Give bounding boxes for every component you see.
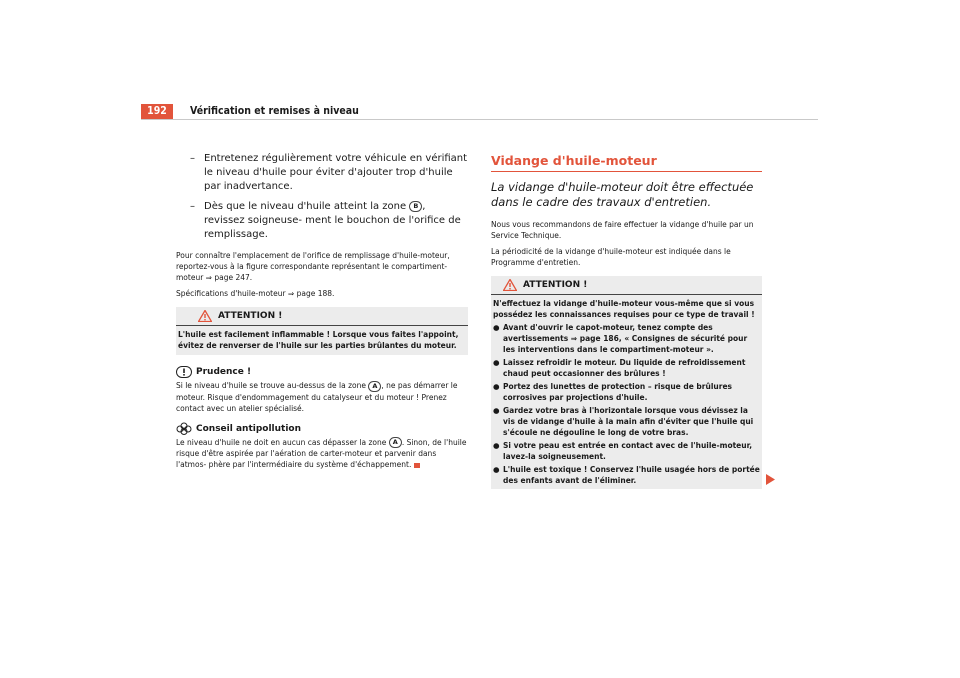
caution-header [176, 365, 468, 379]
warning-box [176, 307, 468, 355]
warning-intro: N'effectuez la vidange d'huile-moteur vous-même que si vous possédez les connaissances requises pour ce type de travail ! [493, 299, 755, 319]
warning-item [493, 440, 760, 462]
warning-item-text: Gardez votre bras à l'horizontale lorsque vous dévissez la vis de vidange d'huile à la main afin d'éviter que l'huile qui s'écoule ne dégouline le long de votre bras. [503, 406, 754, 437]
caution-text-start: Si le niveau d'huile se trouve au-dessus de la zone [176, 381, 366, 390]
bullet-item [190, 200, 468, 242]
warning-header [491, 276, 762, 294]
left-column [176, 152, 468, 475]
lead-text: La vidange d'huile-moteur doit être effectuée dans le cadre des travaux d'entretien. [491, 180, 754, 209]
eco-header [176, 422, 468, 436]
warning-item [493, 381, 760, 403]
warning-text [491, 295, 762, 489]
page-title: Vérification et remises à niveau [190, 105, 359, 117]
warning-item-text: Portez des lunettes de protection – risque de brûlures corrosives par projections d'huile. [503, 382, 732, 402]
eco-title: Conseil antipollution [196, 423, 302, 434]
bullet-dot: ● [493, 441, 500, 450]
warning-box [491, 276, 762, 489]
bullet-dot: ● [493, 465, 500, 474]
eco-text [176, 437, 468, 471]
zone-a-badge: A [389, 437, 402, 448]
bullet-dash: – [190, 201, 195, 212]
section-end-marker [414, 463, 420, 468]
warning-triangle-icon [198, 310, 212, 322]
warning-title: ATTENTION ! [523, 280, 588, 290]
page-number: 192 [141, 104, 173, 119]
warning-header [176, 307, 468, 325]
heading-rule [491, 171, 762, 172]
caution-text-end: , ne pas démarrer le moteur. Risque d'endommagement du catalyseur et du moteur ! Prenez contact avec un atelier spécialisé. [176, 381, 458, 413]
schedule-text: La périodicité de la vidange d'huile-moteur est indiquée dans le Programme d'entretien. [491, 247, 731, 267]
bullet-text: Entretenez régulièrement votre véhicule en vérifiant le niveau d'huile pour éviter d'ajouter trop d'huile par inadvertance. [204, 153, 468, 192]
warning-item-text: Laissez refroidir le moteur. Du liquide de refroidissement chaud peut occasionner des brûlures ! [503, 358, 746, 378]
warning-item [493, 322, 760, 355]
recommend-text: Nous vous recommandons de faire effectuer la vidange d'huile par un Service Technique. [491, 220, 754, 240]
bullet-dash: – [190, 153, 195, 164]
warning-item [493, 405, 760, 438]
header-divider [141, 119, 818, 120]
zone-a-badge: A [368, 381, 381, 392]
warning-item [493, 357, 760, 379]
warning-item [493, 464, 760, 486]
right-column [491, 153, 762, 489]
continue-arrow-icon [766, 474, 775, 485]
caution-exclamation-icon [176, 366, 192, 378]
bullet-dot: ● [493, 382, 500, 391]
warning-item-text: Si votre peau est entrée en contact avec de l'huile-moteur, lavez-la soigneusement. [503, 441, 753, 461]
section-heading: Vidange d'huile-moteur [491, 153, 657, 168]
fill-location-text: Pour connaître l'emplacement de l'orifice de remplissage d'huile-moteur, reportez-vous à la figure correspondante représentant le compartiment- moteur ⇒ page 247. [176, 251, 450, 282]
zone-b-badge: B [409, 201, 422, 212]
bullet-item [190, 152, 468, 194]
caution-title: Prudence ! [196, 367, 252, 377]
warning-title: ATTENTION ! [218, 311, 283, 321]
flower-eco-icon [176, 422, 192, 436]
bullet-text: Dès que le niveau d'huile atteint la zone [204, 201, 407, 212]
bullet-dot: ● [493, 323, 500, 332]
warning-triangle-icon [503, 279, 517, 291]
warning-text: L'huile est facilement inflammable ! Lorsque vous faites l'appoint, évitez de renverser de l'huile sur les parties brûlantes du moteur. [178, 330, 459, 350]
eco-text-end: . Sinon, de l'huile risque d'être aspirée par l'aération de carter-moteur et parvenir dans l'atmos- phère par l'intermédiaire du système d'échappement. [176, 437, 467, 469]
oil-spec-text: Spécifications d'huile-moteur ⇒ page 188. [176, 289, 335, 298]
warning-item-text: L'huile est toxique ! Conservez l'huile usagée hors de portée des enfants avant de l'éliminer. [503, 465, 760, 485]
bullet-text-cont: , revissez soigneuse- ment le bouchon de l'orifice de remplissage. [204, 201, 461, 240]
caution-text [176, 380, 468, 414]
bullet-dot: ● [493, 358, 500, 367]
eco-text-start: Le niveau d'huile ne doit en aucun cas dépasser la zone [176, 437, 387, 447]
warning-item-text: Avant d'ouvrir le capot-moteur, tenez compte des avertissements ⇒ page 186, « Consignes de sécurité pour les interventions dans le compartiment-moteur ». [503, 323, 748, 354]
bullet-dot: ● [493, 406, 500, 415]
